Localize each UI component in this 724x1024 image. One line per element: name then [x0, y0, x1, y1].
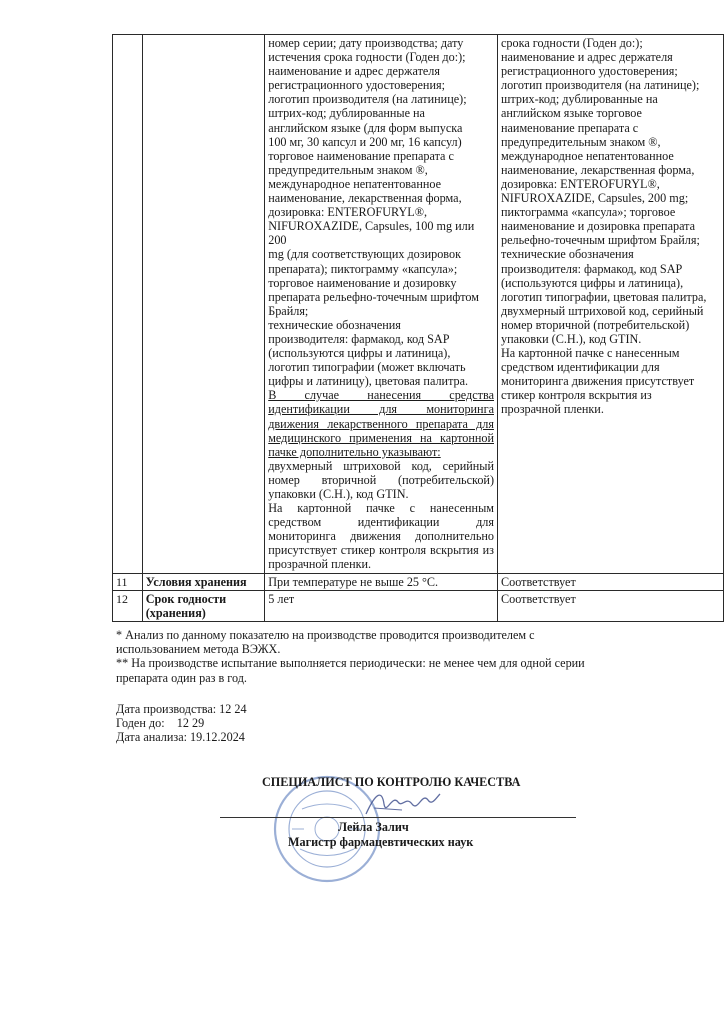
specification-table	[112, 34, 724, 622]
requirement-line: штрих-код; дублированные на	[268, 106, 425, 121]
requirement-line: логотип типографии (может включать	[268, 360, 466, 375]
result-line: (используются цифры и латиница),	[501, 275, 684, 290]
signatory-degree: Магистр фармацевтических наук	[288, 835, 474, 849]
requirement-line: производителя: фармакод, код SAP	[268, 331, 450, 346]
result-line: производителя: фармакод, код SAP	[501, 261, 683, 276]
requirement-line: торговое наименование и дозировку	[268, 275, 457, 290]
result-line: дозировка: ENTEROFURYL®,	[501, 176, 660, 191]
requirement-line: английском языке (для форм выпуска	[268, 120, 463, 135]
note-1-line-1: * Анализ по данному показателю на производстве проводится производителем с	[116, 628, 535, 642]
result-line: стикер контроля вскрытия из	[501, 388, 652, 403]
result-line: логотип типографии, цветовая палитра,	[501, 289, 707, 304]
requirement-line: технические обозначения	[268, 317, 401, 332]
row-result: Соответствует	[498, 590, 724, 621]
result-line: наименование, лекарственная форма,	[501, 162, 695, 177]
production-date: Дата производства: 12 24	[116, 702, 247, 716]
requirement-line: 100 мг, 30 капсул и 200 мг, 16 капсул)	[268, 134, 462, 149]
result-line: двухмерный штриховой код, серийный	[501, 303, 704, 318]
row-result: Соответствует	[498, 573, 724, 590]
requirement-line: цифры и латиницу), цветовая палитра.	[268, 374, 469, 389]
result-line: NIFUROXAZIDE, Capsules, 200 mg;	[501, 191, 689, 206]
requirement-line: предупредительным знаком ®,	[268, 162, 428, 177]
result-line: упаковки (С.Н.), код GTIN.	[501, 331, 642, 346]
cell-result	[498, 35, 724, 574]
result-line: технические обозначения	[501, 247, 634, 262]
table-row-continued	[113, 35, 724, 574]
result-line: английском языке торговое	[501, 106, 642, 121]
result-line: пиктограмма «капсула»; торговое	[501, 205, 676, 220]
requirement-underlined: В случае нанесения средства идентификации для мониторинга движения лекарственного препарата для медицинского применения на картонной пачке дополнительно указывают:	[268, 388, 494, 459]
result-line: срока годности (Годен до:);	[501, 36, 643, 50]
result-line: регистрационного удостоверения;	[501, 64, 678, 79]
note-1-line-2: использованием метода ВЭЖХ.	[116, 642, 281, 657]
result-line: предупредительным знаком ®,	[501, 134, 661, 149]
row-number: 11	[113, 573, 143, 590]
requirement-line: истечения срока годности (Годен до:);	[268, 50, 466, 65]
requirement-lines	[268, 36, 494, 388]
note-2-line-2: препарата один раз в год.	[116, 670, 247, 685]
result-line: логотип производителя (на латинице);	[501, 78, 700, 93]
row-name: Условия хранения	[142, 573, 265, 590]
requirement-line: препарата); пиктограмму «капсула»;	[268, 261, 458, 276]
requirement-tail: двухмерный штриховой код, серийный номер вторичной (потребительской) упаковки (С.Н.), код GTIN.	[268, 458, 494, 501]
requirement-line: дозировка: ENTEROFURYL®,	[268, 205, 428, 220]
requirement-line: NIFUROXAZIDE, Capsules, 100 mg или 200	[268, 219, 475, 248]
signature-title: СПЕЦИАЛИСТ ПО КОНТРОЛЮ КАЧЕСТВА	[262, 775, 521, 789]
cell-name-empty	[142, 35, 265, 574]
requirement-line: наименование, лекарственная форма,	[268, 191, 462, 206]
result-line: мониторинга движения присутствует	[501, 374, 695, 389]
signatory-name: Лейла Залич	[338, 820, 409, 834]
requirement-line: mg (для соответствующих дозировок	[268, 247, 461, 262]
result-line: номер вторичной (потребительской)	[501, 317, 690, 332]
cell-num-empty	[113, 35, 143, 574]
expiry-date: Годен до: 12 29	[116, 716, 205, 731]
requirement-line: (используются цифры и латиница),	[268, 346, 451, 361]
result-line: наименование и дозировка препарата	[501, 219, 696, 234]
requirement-line: логотип производителя (на латинице);	[268, 92, 467, 107]
requirement-line: международное непатентованное	[268, 176, 442, 191]
result-line: рельефно-точечным шрифтом Брайля;	[501, 233, 700, 248]
table-row	[113, 590, 724, 621]
signature-line	[220, 817, 576, 818]
dates-block	[116, 702, 247, 745]
result-line: международное непатентованное	[501, 148, 674, 163]
requirement-line: наименование и адрес держателя	[268, 64, 440, 79]
result-line: прозрачной пленки.	[501, 402, 604, 417]
result-line: средством идентификации для	[501, 360, 660, 375]
handwritten-signature-icon	[362, 784, 442, 824]
note-2-line-1: ** На производстве испытание выполняется периодически: не менее чем для одной серии	[116, 656, 585, 671]
row-name-line1: Срок годности	[145, 591, 227, 606]
result-lines	[501, 36, 720, 417]
row-requirement: При температуре не выше 25 °С.	[265, 573, 498, 590]
row-requirement: 5 лет	[265, 590, 498, 621]
requirement-line: Брайля;	[268, 303, 309, 318]
analysis-date: Дата анализа: 19.12.2024	[116, 730, 245, 745]
result-line: наименование препарата с	[501, 120, 639, 135]
cell-requirement	[265, 35, 498, 574]
row-name-line2: (хранения)	[145, 605, 206, 620]
requirement-line: препарата рельефно-точечным шрифтом	[268, 289, 479, 304]
requirement-line: торговое наименование препарата с	[268, 148, 454, 163]
row-name	[142, 590, 265, 621]
result-line: наименование и адрес держателя	[501, 50, 673, 65]
requirement-sticker: На картонной пачке с нанесенным средством идентификации для мониторинга движения дополнительно присутствует стикер контроля вскрытия из прозрачной пленки.	[268, 501, 494, 572]
result-line: штрих-код; дублированные на	[501, 92, 658, 107]
footnotes	[116, 628, 676, 685]
requirement-line: номер серии; дату производства; дату	[268, 36, 464, 50]
requirement-line: регистрационного удостоверения;	[268, 78, 445, 93]
result-line: На картонной пачке с нанесенным	[501, 346, 680, 361]
row-number: 12	[113, 590, 143, 621]
table-row	[113, 573, 724, 590]
